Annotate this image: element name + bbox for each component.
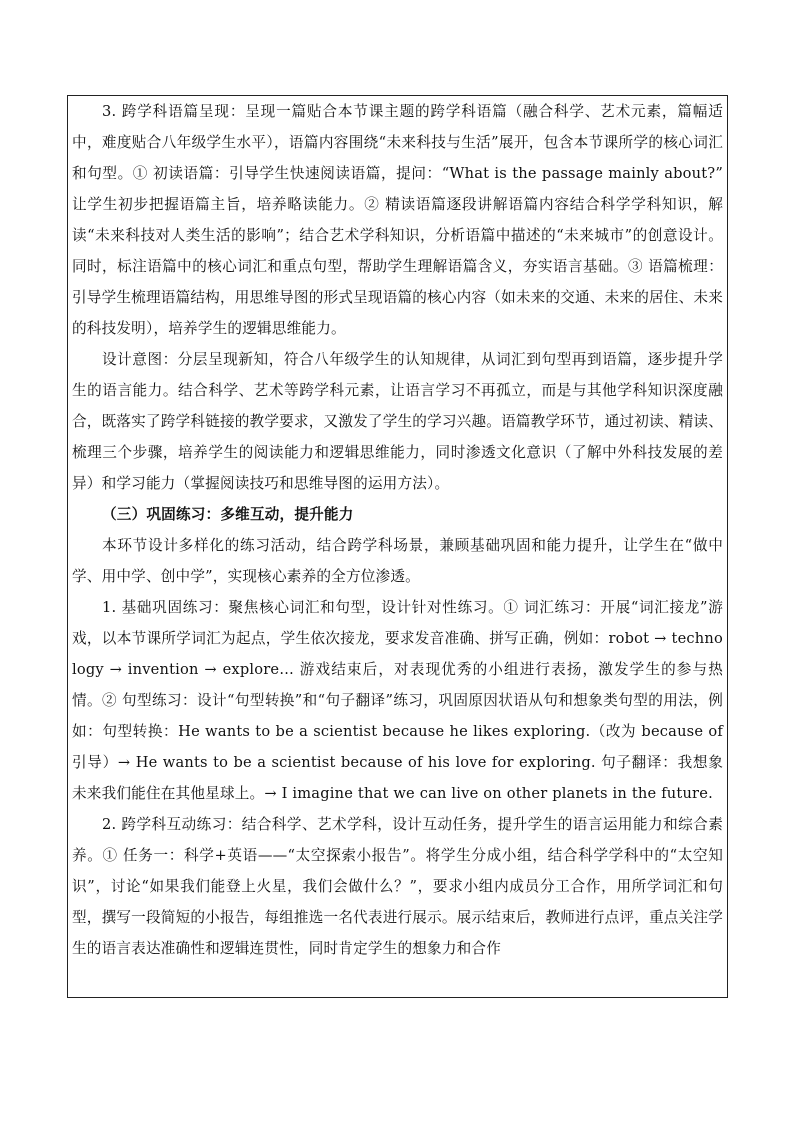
table-bottom-border <box>68 997 727 998</box>
paragraph-consolidation-intro: 本环节设计多样化的练习活动，结合跨学科场景，兼顾基础巩固和能力提升，让学生在“做中学、用中学、创中学”，实现核心素养的全方位渗透。 <box>72 537 723 585</box>
lesson-plan-content <box>72 96 723 964</box>
paragraph-basic-practice: 1. 基础巩固练习：聚焦核心词汇和句型，设计针对性练习。① 词汇练习：开展“词汇接龙”游戏，以本节课所学词汇为起点，学生依次接龙，要求发音准确、拼写正确，例如：robot → technology → invention → explore… 游戏结束后，对表现优秀的小组进行表扬，激发学生的参与热情。② 句型练习：设计“句型转换”和“句子翻译”练习，巩固原因状语从句和想象类句型的用法，例如：句型转换：He wants to be a scientist because he likes exploring.（改为 because of 引导）→ He wants to be a scientist because of his love for exploring. 句子翻译：我想象未来我们能住在其他星球上。→ I imagine that we can live on other planets in the future. <box>72 599 723 802</box>
paragraph-interactive-practice: 2. 跨学科互动练习：结合科学、艺术学科，设计互动任务，提升学生的语言运用能力和综合素养。① 任务一：科学+英语——“太空探索小报告”。将学生分成小组，结合科学学科中的“太空知识”，讨论“如果我们能登上火星，我们会做什么？”，要求小组内成员分工合作，用所学词汇和句型，撰写一段简短的小报告，每组推选一名代表进行展示。展示结束后，教师进行点评，重点关注学生的语言表达准确性和逻辑连贯性，同时肯定学生的想象力和合作 <box>72 816 723 957</box>
paragraph-cross-disciplinary-text: 3. 跨学科语篇呈现：呈现一篇贴合本节课主题的跨学科语篇（融合科学、艺术元素，篇幅适中，难度贴合八年级学生水平），语篇内容围绕“未来科技与生活”展开，包含本节课所学的核心词汇和句型。① 初读语篇：引导学生快速阅读语篇，提问：“What is the passage mainly about?” 让学生初步把握语篇主旨，培养略读能力。② 精读语篇逐段讲解语篇内容结合科学学科知识，解读“未来科技对人类生活的影响”；结合艺术学科知识，分析语篇中描述的“未来城市”的创意设计。同时，标注语篇中的核心词汇和重点句型，帮助学生理解语篇含义，夯实语言基础。③ 语篇梳理：引导学生梳理语篇结构，用思维导图的形式呈现语篇的核心内容（如未来的交通、未来的居住、未来的科技发明），培养学生的逻辑思维能力。 <box>72 103 723 337</box>
section-heading-consolidation: （三）巩固练习：多维互动，提升能力 <box>102 506 354 523</box>
paragraph-design-intent: 设计意图：分层呈现新知，符合八年级学生的认知规律，从词汇到句型再到语篇，逐步提升学生的语言能力。结合科学、艺术等跨学科元素，让语言学习不再孤立，而是与其他学科知识深度融合，既落实了跨学科链接的教学要求，又激发了学生的学习兴趣。语篇教学环节，通过初读、精读、梳理三个步骤，培养学生的阅读能力和逻辑思维能力，同时渗透文化意识（了解中外科技发展的差异）和学习能力（掌握阅读技巧和思维导图的运用方法）。 <box>72 351 723 492</box>
